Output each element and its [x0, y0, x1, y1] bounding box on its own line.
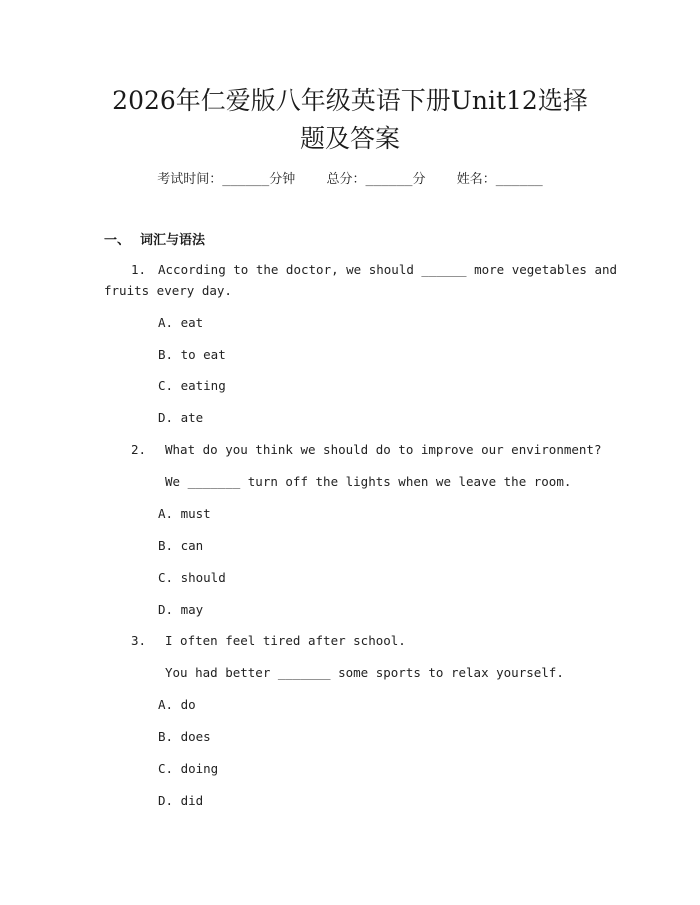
option-d: D. did: [158, 793, 204, 808]
option-a: A. do: [158, 697, 196, 712]
option-a: A. eat: [158, 315, 204, 330]
exam-info-line: 考试时间：______分钟 总分：______分 姓名：______: [157, 172, 543, 187]
page-title: [80, 82, 620, 158]
section-heading: [104, 229, 205, 248]
question-stem-continued: fruits every day.: [104, 283, 232, 298]
question-stem-continued: You had better _______ some sports to relax yourself.: [165, 665, 564, 680]
option-d: D. ate: [158, 410, 204, 425]
question-stem: I often feel tired after school.: [165, 633, 406, 648]
title-line-1: 2026年仁爱版八年级英语下册Unit12选择: [112, 86, 588, 115]
option-d: D. may: [158, 602, 204, 617]
option-b: B. does: [158, 729, 211, 744]
title-line-2: 题及答案: [299, 124, 400, 153]
option-b: B. can: [158, 538, 204, 553]
option-c: C. should: [158, 570, 226, 585]
section-number: 一、: [104, 233, 131, 248]
question-stem-continued: We _______ turn off the lights when we leave the room.: [165, 474, 572, 489]
option-b: B. to eat: [158, 347, 226, 362]
question-stem: According to the doctor, we should ______ more vegetables and: [158, 262, 618, 277]
question-number: 2.: [131, 442, 147, 457]
question-number: 3.: [131, 633, 147, 648]
section-label: 词汇与语法: [140, 233, 206, 248]
option-a: A. must: [158, 506, 211, 521]
option-c: C. eating: [158, 378, 226, 393]
question-stem: What do you think we should do to improve our environment?: [165, 442, 602, 457]
option-c: C. doing: [158, 761, 219, 776]
question-number: 1.: [131, 262, 147, 277]
